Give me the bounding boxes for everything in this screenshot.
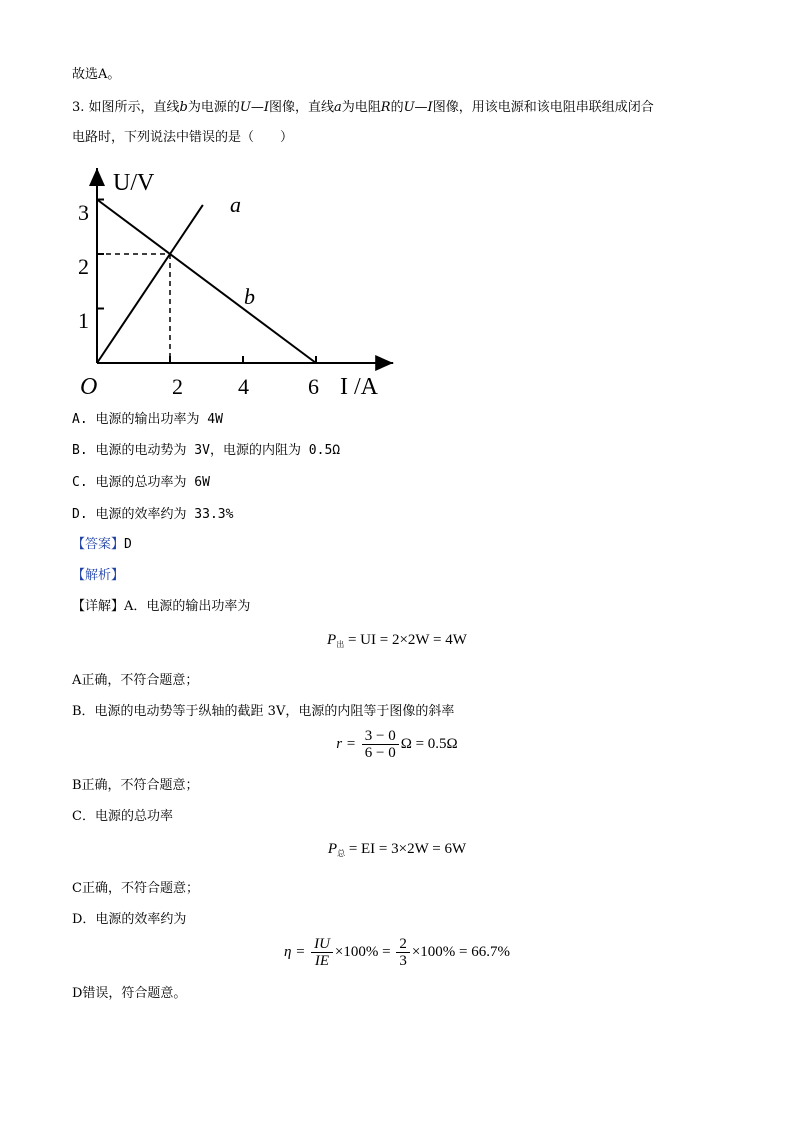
equation-b (0, 728, 794, 761)
detail-d-text: D．电源的效率约为 (72, 912, 187, 927)
detail-b-conclusion: B正确，不符合题意； (72, 778, 199, 793)
eq-d-den1: IE (314, 953, 330, 969)
question-line-1 (72, 99, 654, 117)
y-tick-2: 2 (78, 254, 89, 279)
eq-d-fraction-2 (396, 936, 410, 969)
detail-a-conclusion: A正确，不符合题意； (72, 673, 199, 688)
eq-b-num: 3 − 0 (362, 728, 399, 745)
ui-graph (0, 160, 794, 400)
question-part: U—I (403, 100, 433, 115)
answer-value: D (124, 537, 132, 552)
eq-b-lhs: r = (336, 735, 356, 752)
line-b-label: b (244, 284, 255, 309)
detail-d-conclusion: D错误，符合题意。 (72, 986, 187, 1001)
question-part: 为电阻 (341, 100, 381, 115)
question-part: a (334, 100, 342, 115)
question-part: 3. 如图所示，直线 (72, 100, 180, 115)
series-line-a (97, 205, 203, 363)
x-tick-6: 6 (308, 374, 319, 399)
equation-d (0, 936, 794, 969)
eq-d-num1: IU (311, 936, 333, 953)
eq-d-num2: 2 (396, 936, 410, 953)
question-part: 为电源的 (187, 100, 240, 115)
question-part: b (179, 100, 188, 115)
eq-a-sub: 出 (336, 640, 345, 649)
option-a: A. 电源的输出功率为 4W (72, 412, 223, 427)
eq-d-lhs: η = (284, 943, 306, 960)
option-b: B. 电源的电动势为 3V，电源的内阻为 0.5Ω (72, 443, 341, 458)
eq-c-p: P (327, 841, 338, 857)
answer-label: 【答案】 (72, 537, 125, 552)
eq-c-rest: = EI = 3×2W = 6W (345, 841, 467, 857)
eq-a-rest: = UI = 2×2W = 4W (344, 632, 467, 648)
detail-a-text: A．电源的输出功率为 (124, 599, 251, 614)
x-tick-2: 2 (172, 374, 183, 399)
eq-d-fraction-1 (311, 936, 333, 969)
equation-c (0, 841, 794, 859)
eq-b-den: 6 − 0 (364, 745, 396, 761)
eq-b-fraction (362, 728, 399, 761)
eq-d-mid: ×100% = (334, 943, 391, 960)
detail-c-conclusion: C正确，不符合题意； (72, 881, 199, 896)
eq-d-rest: ×100% = 66.7% (411, 943, 510, 960)
detail-c-text: C．电源的总功率 (72, 809, 173, 824)
detail-a-line (72, 598, 250, 616)
equation-a (0, 632, 794, 650)
y-tick-1: 1 (78, 308, 89, 333)
y-tick-3: 3 (78, 200, 89, 225)
question-part: U—I (239, 100, 269, 115)
question-part: 图像，用该电源和该电阻串联组成闭合 (432, 100, 654, 115)
question-part: R (380, 100, 391, 115)
option-c: C. 电源的总功率为 6W (72, 475, 210, 490)
intro-text: 故选A。 (72, 67, 121, 82)
series-line-b (97, 200, 316, 364)
question-part: 图像，直线 (268, 100, 334, 115)
option-d: D. 电源的效率约为 33.3% (72, 507, 234, 522)
answer-line (72, 536, 132, 554)
detail-label: 【详解】 (72, 599, 125, 614)
eq-c-sub: 总 (337, 849, 346, 858)
eq-d-den2: 3 (399, 953, 407, 969)
x-axis-label: I /A (340, 374, 378, 400)
line-a-label: a (230, 192, 241, 217)
analysis-label (72, 567, 124, 585)
question-line-2: 电路时，下列说法中错误的是（ ） (72, 130, 294, 145)
analysis-label-text: 【解析】 (72, 568, 125, 583)
question-part: 的 (390, 100, 404, 115)
origin-label: O (80, 374, 98, 400)
x-tick-4: 4 (238, 374, 249, 399)
detail-b-text: B．电源的电动势等于纵轴的截距 3V，电源的内阻等于图像的斜率 (72, 704, 455, 719)
eq-a-p: P (327, 632, 337, 648)
eq-b-rest: Ω = 0.5Ω (400, 735, 458, 752)
y-axis-label: U/V (113, 170, 155, 196)
